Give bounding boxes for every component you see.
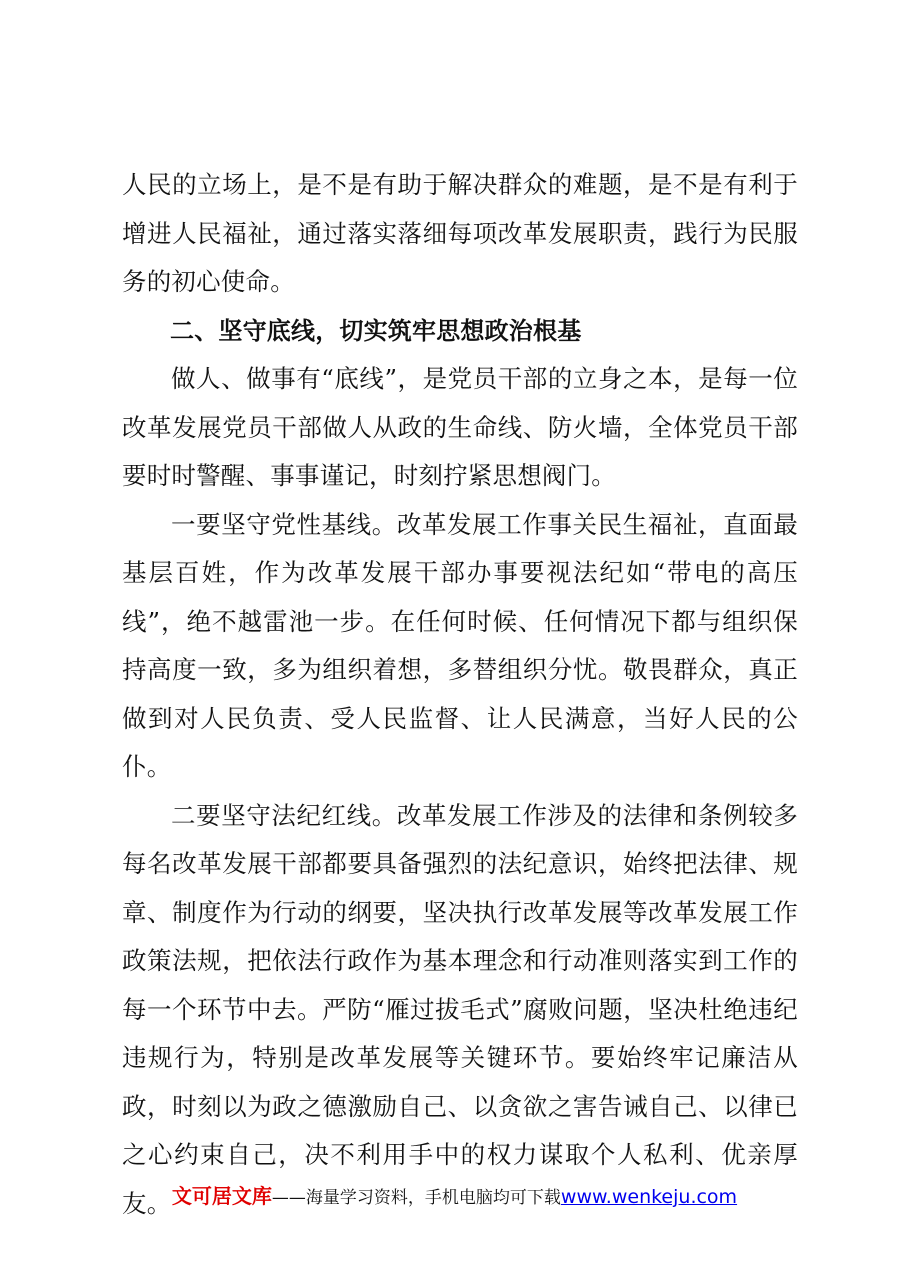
footer-brand: 文可居文库 bbox=[171, 1184, 272, 1208]
document-body bbox=[122, 161, 798, 1228]
section-heading: 二、坚守底线，切实筑牢思想政治根基 bbox=[170, 316, 582, 345]
watermark-footer bbox=[0, 1182, 909, 1212]
body-paragraph-legal-redline: 二要坚守法纪红线。改革发展工作涉及的法律和条例较多每名改革发展干部都要具备强烈的法纪意识，始终把法律、规章、制度作为行动的纲要，坚决执行改革发展等改革发展工作政策法规，把依法行政作为基本理念和行动准则落实到工作的每一个环节中去。严防“雁过拔毛式”腐败问题，坚决杜绝违纪违规行为，特别是改革发展等关键环节。要始终牢记廉洁从政，时刻以为政之德激励自己、以贪欲之害告诫自己、以律已之心约束自己，决不利用手中的权力谋取个人私利、优亲厚友。 bbox=[122, 800, 798, 1218]
footer-slogan: ——海量学习资料，手机电脑均可下载 bbox=[271, 1188, 561, 1208]
footer-website-link[interactable]: www.wenkeju.com bbox=[560, 1186, 738, 1208]
body-paragraph-continued: 人民的立场上，是不是有助于解决群众的难题，是不是有利于增进人民福祉，通过落实落细每项改革发展职责，践行为民服务的初心使命。 bbox=[122, 170, 798, 296]
body-paragraph-bottom-line: 做人、做事有“底线”，是党员干部的立身之本，是每一位改革发展党员干部做人从政的生命线、防火墙，全体党员干部要时时警醒、事事谨记，时刻拧紧思想阀门。 bbox=[122, 364, 798, 490]
body-paragraph-party-baseline: 一要坚守党性基线。改革发展工作事关民生福祉，直面最基层百姓，作为改革发展干部办事要视法纪如“带电的高压线”，绝不越雷池一步。在任何时候、任何情况下都与组织保持高度一致，多为组织着想，多替组织分忧。敬畏群众，真正做到对人民负责、受人民监督、让人民满意，当好人民的公仆。 bbox=[122, 509, 798, 781]
